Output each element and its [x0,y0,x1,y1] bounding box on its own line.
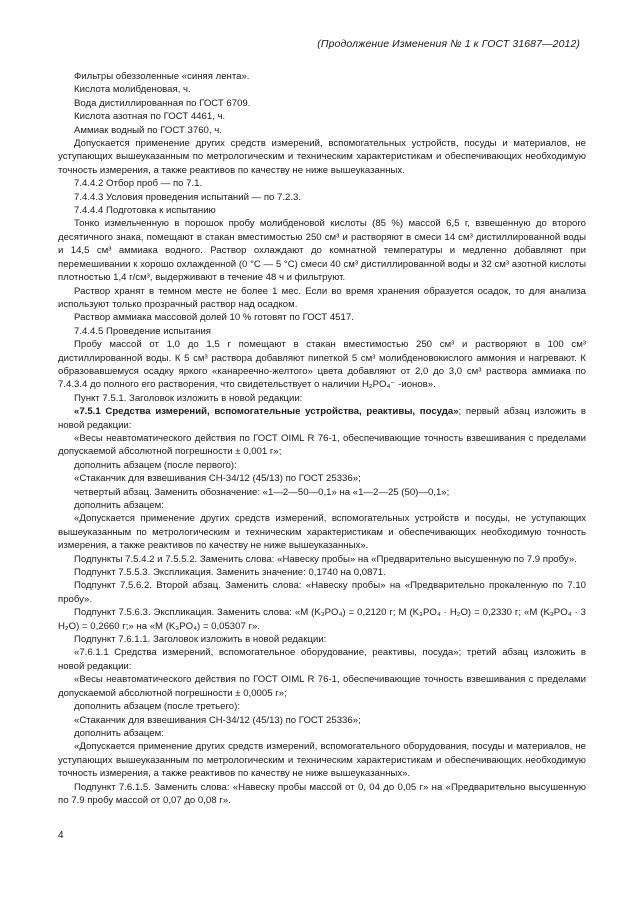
paragraph: Пункт 7.5.1. Заголовок изложить в новой редакции: [74,392,303,404]
paragraph: Тонко измельченную в порошок пробу молибденовой кислоты (85 %) массой 6,5 г, взвешенную до второго десятичного знака, помещают в стакан вместимостью 250 см³ и растворяют в смеси 14 см³ дистиллированной воды и 14,5 см³ аммиака водного. Раствор охлаждают до комнатной температуры и медленно добавляют при перемешивании к хорошо охлажденной (0 °С — 5 °С) смеси 40 см³ дистиллированной воды и 32 см³ азотной кислоты плотностью 1,4 г/см³, выдерживают в течение 48 ч и фильтруют. [58,218,586,284]
paragraph: Подпункт 7.5.6.3. Экспликация. Заменить слова: «M (K₃PO₄) = 0,2120 г; M (K₃PO₄ · H₂O) = 0,2330 г; «M (K₃PO₄ · 3 H₂O) = 0,2660 г;» на «M (K₃PO₄) = 0,05307 г». [58,607,586,632]
paragraph: Подпункты 7.5.4.2 и 7.5.5.2. Заменить слова: «Навеску пробы» на «Предварительно высушенную по 7.9 пробу». [74,553,577,565]
paragraph: дополнить абзацем (после первого): [74,459,237,471]
paragraph: Кислота азотная по ГОСТ 4461, ч. [74,111,226,123]
paragraph: «7.6.1.1 Средства измерений, вспомогательное оборудование, реактивы, посуда»; третий абзац изложить в новой редакции: [58,647,586,672]
paragraph: Фильтры обеззоленные «синяя лента». [74,71,250,82]
paragraph: Подпункт 7.5.5.3. Экспликация. Заменить значение: 0,1740 на 0,0871. [74,567,386,579]
paragraph: дополнить абзацем: [74,727,164,739]
paragraph: Вода дистиллированная по ГОСТ 6709. [74,97,251,109]
paragraph: «Стаканчик для взвешивания СН-34/12 (45/13) по ГОСТ 25336»; [74,473,361,485]
paragraph: «Допускается применение других средств измерений, вспомогательных устройств и посуды, не уступающих вышеуказанным по метрологическим и техническим характеристикам и обеспечивающих необходимую точность измерения, а также реактивов по качеству не ниже вышеуказанных». [58,513,586,552]
paragraph: «Весы неавтоматического действия по ГОСТ OIML R 76-1, обеспечивающие точность взвешивания с пределами допускаемой абсолютной погрешности ± 0,0005 г»; [58,674,586,699]
paragraph: 7.4.4.2 Отбор проб — по 7.1. [74,178,203,190]
document-body [58,70,586,807]
paragraph: Кислота молибденовая, ч. [74,84,191,96]
paragraph: 7.4.4.3 Условия проведения испытаний — по 7.2.3. [74,191,302,203]
paragraph: дополнить абзацем (после третьего): [74,701,240,713]
paragraph: дополнить абзацем: [74,500,164,511]
paragraph: «7.5.1 Средства измерений, вспомогательные устройства, реактивы, посуда»; первый абзац изложить в новой редакции: [58,406,586,431]
page-number: 4 [58,830,64,841]
paragraph: Раствор аммиака массовой долей 10 % готовят по ГОСТ 4517. [74,312,354,324]
running-header: (Продолжение Изменения № 1 к ГОСТ 31687—2012) [317,38,580,50]
paragraph: «Стаканчик для взвешивания СН-34/12 (45/13) по ГОСТ 25336»; [74,714,361,726]
paragraph: Подпункт 7.6.1.1. Заголовок изложить в новой редакции: [74,634,327,646]
paragraph: 7.4.4.4 Подготовка к испытанию [74,205,216,217]
paragraph: Подпункт 7.5.6.2. Второй абзац. Заменить слова: «Навеску пробы» на «Предварительно прокаленную по 7.10 пробу». [58,580,586,605]
paragraph: Допускается применение других средств измерений, вспомогательных устройств, посуды и материалов, не уступающих вышеуказанным по метрологическим и техническим характеристикам и обеспечивающих необходимую точность измерения, а также реактивов по качеству не ниже вышеуказанных. [58,138,586,176]
paragraph: Аммиак водный по ГОСТ 3760, ч. [74,124,222,136]
bold-heading: «7.5.1 Средства измерений, вспомогательные устройства, реактивы, посуда» [74,406,459,418]
paragraph: Раствор хранят в темном месте не более 1 мес. Если во время хранения образуется осадок, то для анализа используют только прозрачный раствор над осадком. [58,285,586,310]
paragraph: Подпункт 7.6.1.5. Заменить слова: «Навеску пробы массой от 0, 04 до 0,05 г» на «Предварительно высушенную по 7.9 пробу массой от 0,07 до 0,08 г». [58,781,586,806]
paragraph: Пробу массой от 1,0 до 1,5 г помещают в стакан вместимостью 250 см³ и растворяют в 100 см³ дистиллированной воды. К 5 см³ раствора добавляют пипеткой 5 см³ молибденовокислого аммония и нагревают. К образовавшемуся осадку яркого «канареечно-желтого» цвета добавляют от 2,0 до 3,0 см³ раствора аммиака по 7.4.3.4 до полного его растворения, что свидетельствует о наличии H₂PO₄⁻ -ионов». [58,339,586,391]
paragraph: «Допускается применение других средств измерений, вспомогательного оборудования, посуды и материалов, не уступающих вышеуказанным по метрологическим и техническим характеристикам и обеспечивающих необходимую точность измерения, а также реактивов по качеству не ниже вышеуказанных». [58,741,586,780]
paragraph: четвертый абзац. Заменить обозначение: «1—2—50—0,1» на «1—2—25 (50)—0,1»; [74,486,450,498]
paragraph: «Весы неавтоматического действия по ГОСТ OIML R 76-1, обеспечивающие точность взвешивания с пределами допускаемой абсолютной погрешности ± 0,001 г»; [58,432,586,458]
paragraph: 7.4.4.5 Проведение испытания [74,325,211,337]
